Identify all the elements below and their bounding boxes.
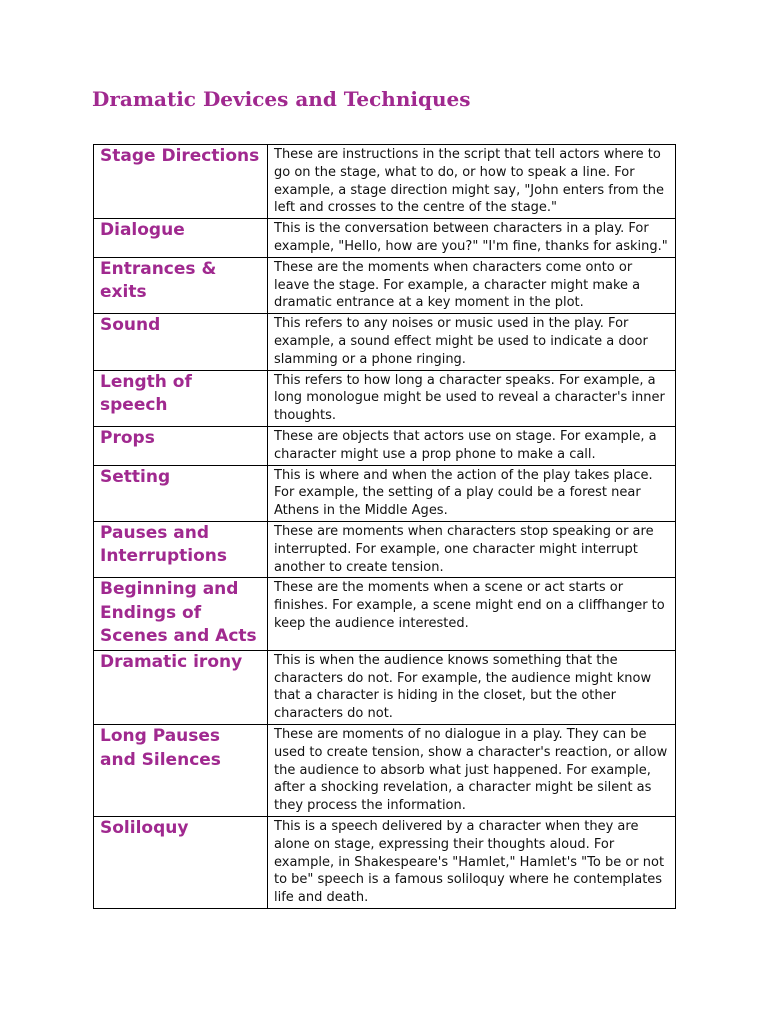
- term-cell: Beginning and Endings of Scenes and Acts: [94, 578, 268, 651]
- term-cell: Length of speech: [94, 370, 268, 426]
- term-cell: Stage Directions: [94, 145, 268, 219]
- description-cell: This is where and when the action of the play takes place. For example, the setting of a play could be a forest near Athens in the Middle Ages.: [268, 465, 676, 521]
- term-cell: Soliloquy: [94, 817, 268, 909]
- term-cell: Entrances & exits: [94, 257, 268, 313]
- description-cell: These are instructions in the script that tell actors where to go on the stage, what to do, or how to speak a line. For example, a stage direction might say, "John enters from the left and crosses to the centre of the stage.": [268, 145, 676, 219]
- description-cell: These are the moments when a scene or act starts or finishes. For example, a scene might end on a cliffhanger to keep the audience interested.: [268, 578, 676, 651]
- description-cell: These are moments when characters stop speaking or are interrupted. For example, one character might interrupt another to create tension.: [268, 521, 676, 577]
- term-cell: Setting: [94, 465, 268, 521]
- table-row: [94, 521, 676, 577]
- table-row: [94, 817, 676, 909]
- table-row: [94, 725, 676, 817]
- description-cell: These are moments of no dialogue in a play. They can be used to create tension, show a character's reaction, or allow the audience to absorb what just happened. For example, after a shocking revelation, a character might be silent as they process the information.: [268, 725, 676, 817]
- description-cell: This is when the audience knows something that the characters do not. For example, the audience might know that a character is hiding in the closet, but the other characters do not.: [268, 650, 676, 724]
- term-cell: Dialogue: [94, 219, 268, 258]
- table-row: [94, 465, 676, 521]
- term-cell: Props: [94, 426, 268, 465]
- description-cell: This refers to any noises or music used in the play. For example, a sound effect might be used to indicate a door slamming or a phone ringing.: [268, 314, 676, 370]
- table-row: [94, 219, 676, 258]
- table-row: [94, 426, 676, 465]
- devices-table: [93, 144, 676, 909]
- term-cell: Long Pauses and Silences: [94, 725, 268, 817]
- description-cell: This refers to how long a character speaks. For example, a long monologue might be used to reveal a character's inner thoughts.: [268, 370, 676, 426]
- term-cell: Dramatic irony: [94, 650, 268, 724]
- table-row: [94, 578, 676, 651]
- description-cell: These are objects that actors use on stage. For example, a character might use a prop phone to make a call.: [268, 426, 676, 465]
- table-row: [94, 314, 676, 370]
- description-cell: This is a speech delivered by a character when they are alone on stage, expressing their thoughts aloud. For example, in Shakespeare's "Hamlet," Hamlet's "To be or not to be" speech is a famous soliloquy where he contemplates life and death.: [268, 817, 676, 909]
- table-row: [94, 370, 676, 426]
- description-cell: These are the moments when characters come onto or leave the stage. For example, a character might make a dramatic entrance at a key moment in the plot.: [268, 257, 676, 313]
- table-row: [94, 145, 676, 219]
- term-cell: Sound: [94, 314, 268, 370]
- table-row: [94, 257, 676, 313]
- page-title: Dramatic Devices and Techniques: [92, 87, 471, 111]
- term-cell: Pauses and Interruptions: [94, 521, 268, 577]
- description-cell: This is the conversation between characters in a play. For example, "Hello, how are you?" "I'm fine, thanks for asking.": [268, 219, 676, 258]
- table-row: [94, 650, 676, 724]
